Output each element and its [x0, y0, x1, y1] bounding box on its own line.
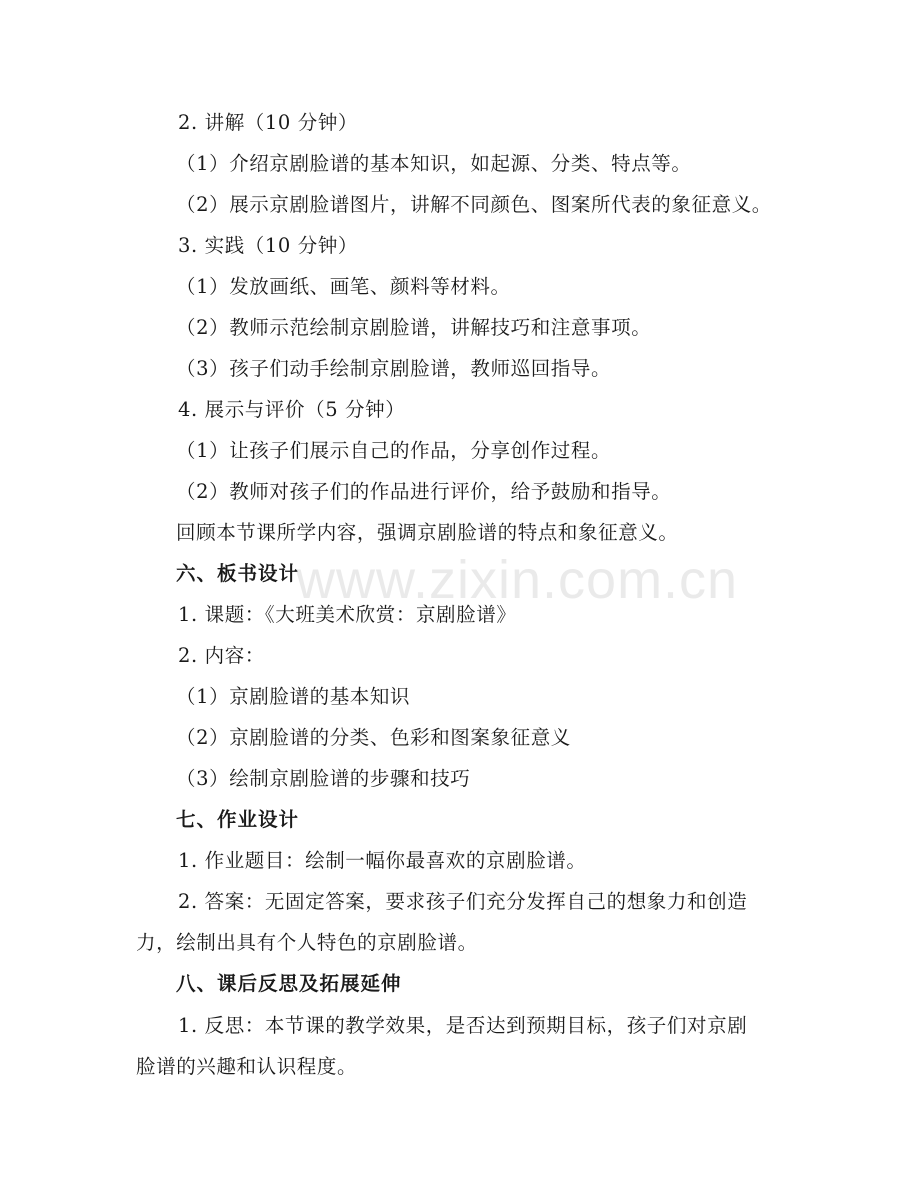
practice-item-2: （2）教师示范绘制京剧脸谱，讲解技巧和注意事项。	[176, 316, 652, 339]
lecture-item-1: （1）介绍京剧脸谱的基本知识，如起源、分类、特点等。	[176, 152, 692, 175]
heading-board-design: 六、板书设计	[176, 562, 300, 585]
showcase-item-2: （2）教师对孩子们的作品进行评价，给予鼓励和指导。	[176, 480, 672, 503]
board-topic: 1. 课题：《大班美术欣赏：京剧脸谱》	[178, 603, 517, 626]
board-content-label: 2. 内容：	[178, 644, 265, 667]
heading-homework-design: 七、作业设计	[176, 808, 300, 831]
board-content-item-3: （3）绘制京剧脸谱的步骤和技巧	[176, 767, 471, 790]
reflection-line-2: 脸谱的兴趣和认识程度。	[136, 1055, 358, 1078]
practice-item-3: （3）孩子们动手绘制京剧脸谱，教师巡回指导。	[176, 357, 612, 380]
practice-item-1: （1）发放画纸、画笔、颜料等材料。	[176, 275, 511, 298]
lecture-item-2: （2）展示京剧脸谱图片，讲解不同颜色、图案所代表的象征意义。	[176, 193, 772, 216]
board-content-item-1: （1）京剧脸谱的基本知识	[176, 685, 411, 708]
board-content-item-2: （2）京剧脸谱的分类、色彩和图案象征意义	[176, 726, 571, 749]
homework-answer-line-1: 2. 答案：无固定答案，要求孩子们充分发挥自己的想象力和创造	[178, 890, 748, 913]
homework-answer-line-2: 力，绘制出具有个人特色的京剧脸谱。	[136, 931, 478, 954]
section-4-showcase: 4. 展示与评价（5 分钟）	[178, 398, 406, 421]
homework-topic: 1. 作业题目：绘制一幅你最喜欢的京剧脸谱。	[178, 849, 587, 872]
reflection-line-1: 1. 反思：本节课的教学效果，是否达到预期目标，孩子们对京剧	[178, 1014, 748, 1037]
section-2-lecture: 2. 讲解（10 分钟）	[178, 111, 359, 134]
heading-reflection: 八、课后反思及拓展延伸	[176, 972, 402, 995]
section-3-practice: 3. 实践（10 分钟）	[178, 234, 359, 257]
showcase-item-1: （1）让孩子们展示自己的作品，分享创作过程。	[176, 439, 612, 462]
watermark-text: www.zixin.com.cn	[296, 550, 739, 610]
review-paragraph: 回顾本节课所学内容，强调京剧脸谱的特点和象征意义。	[176, 521, 679, 544]
